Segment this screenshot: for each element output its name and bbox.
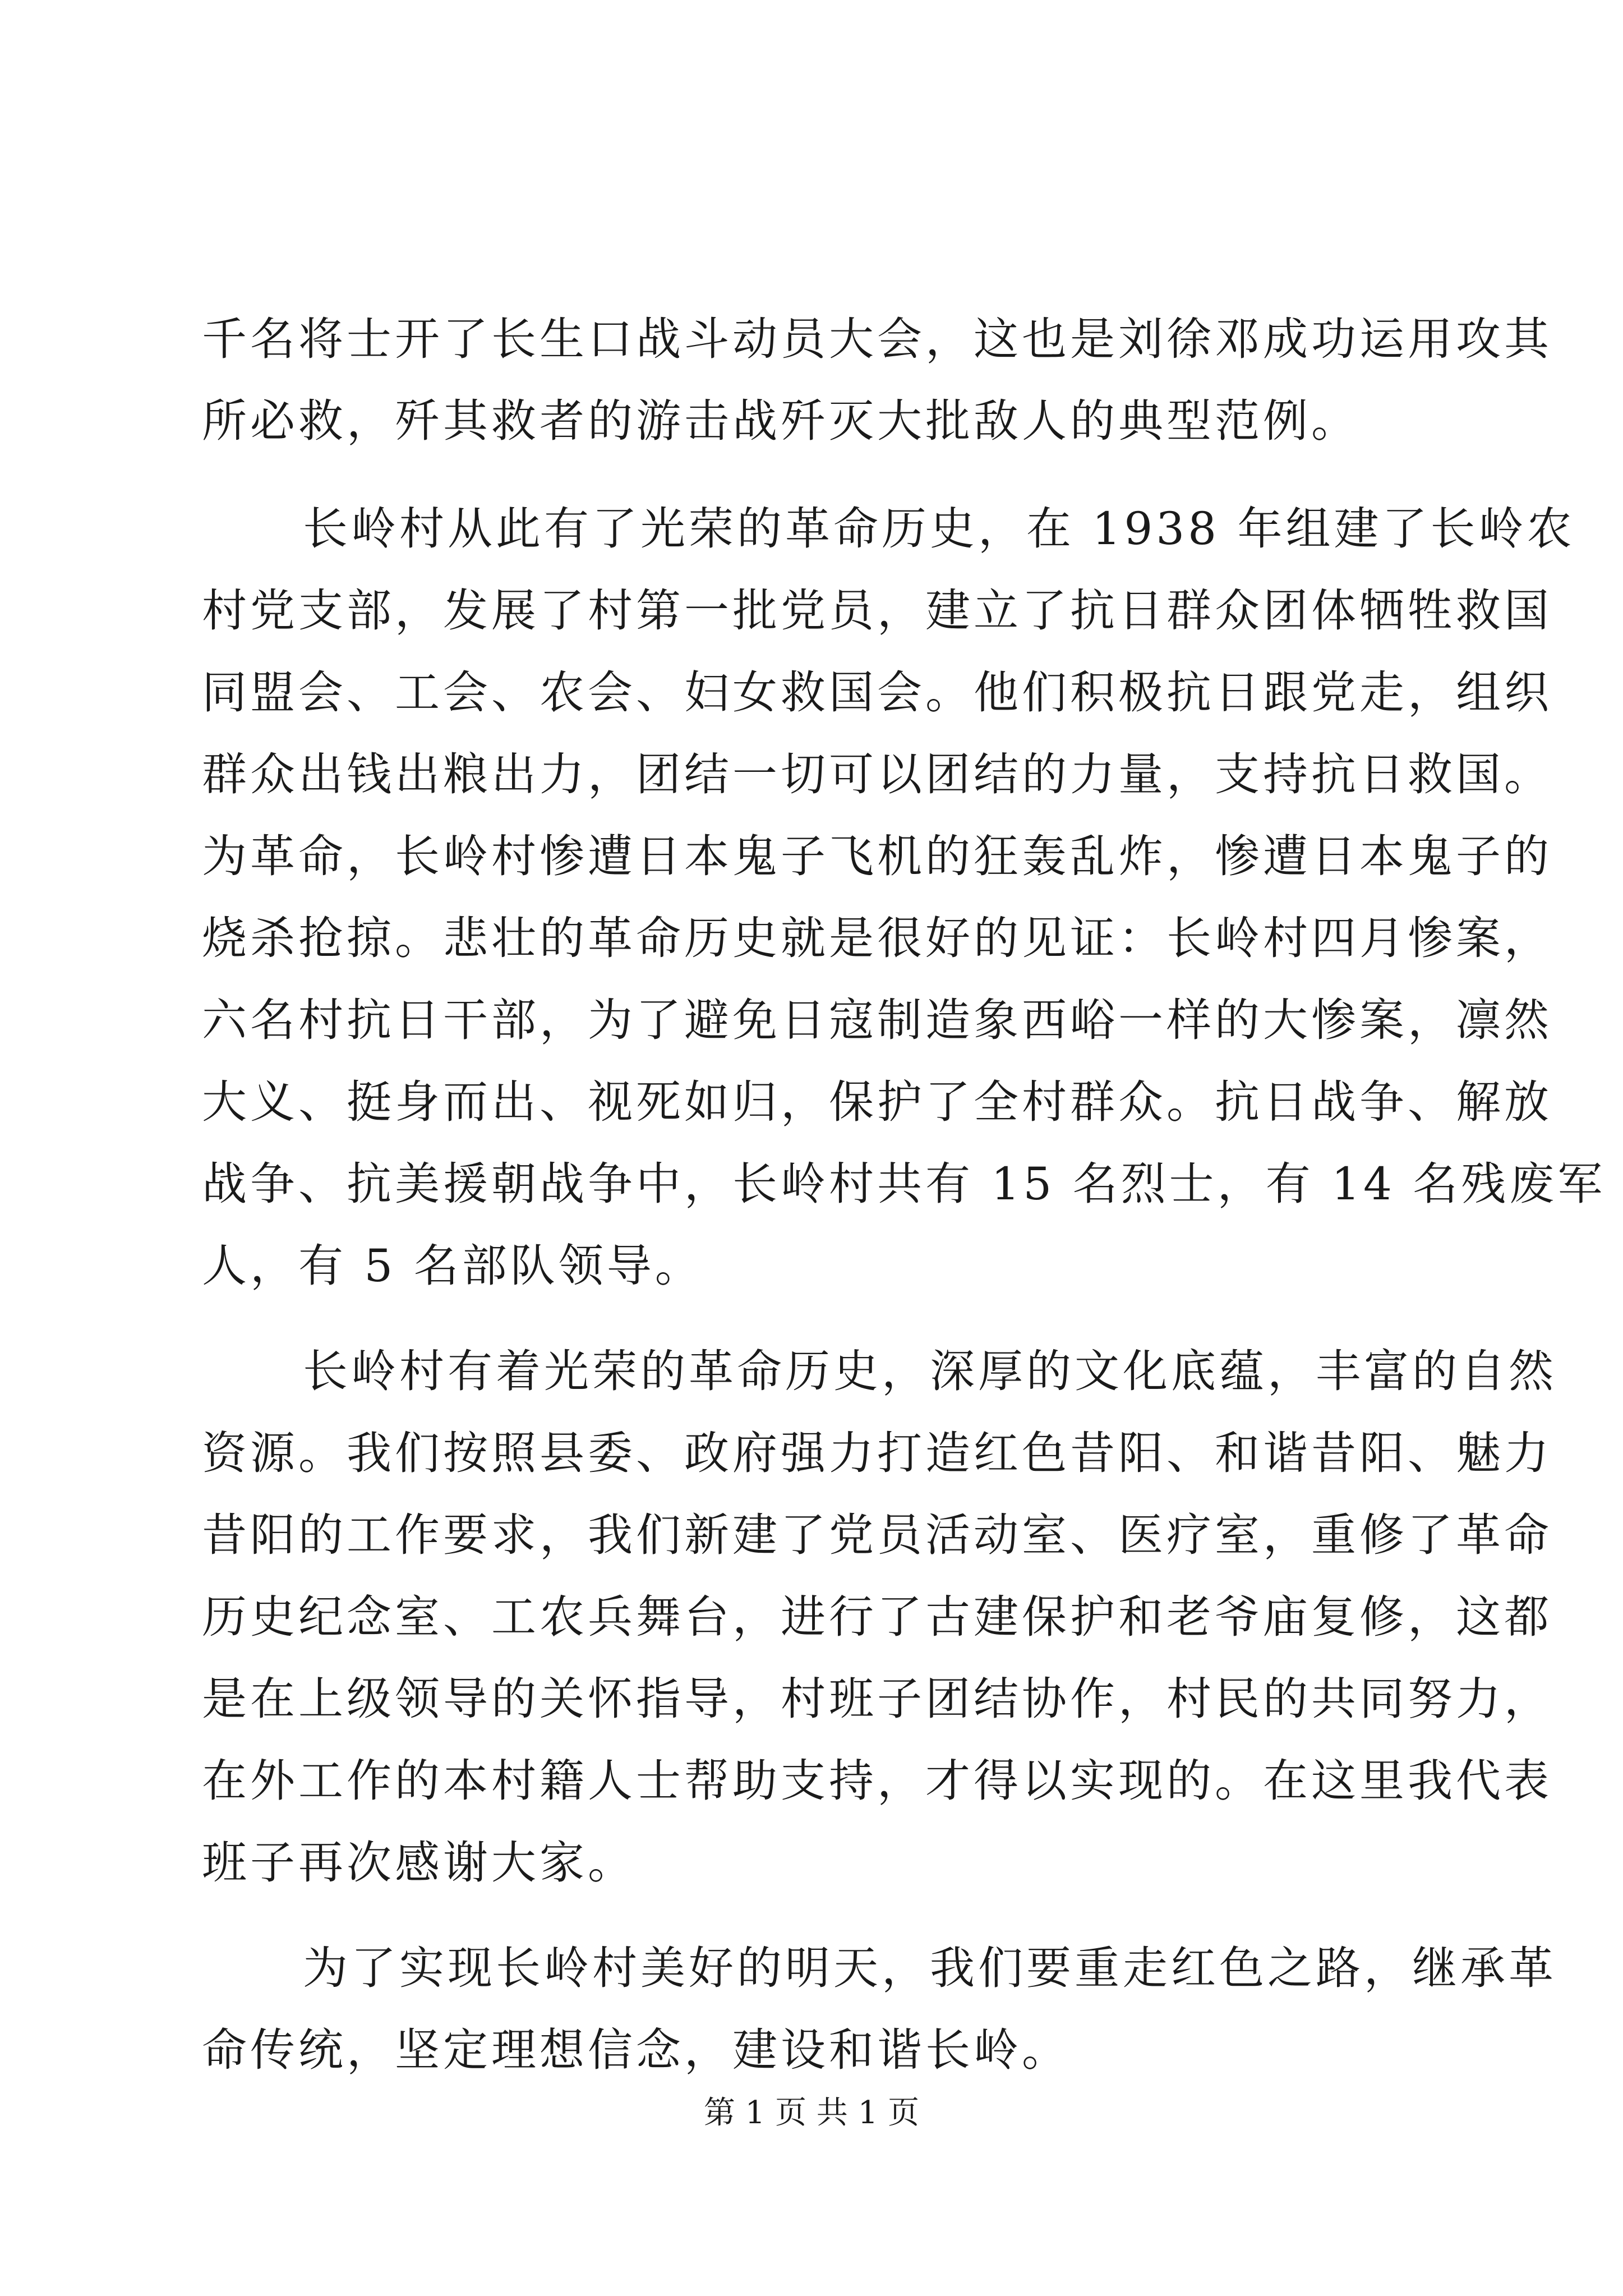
paragraph-first-line: 长岭村有着光荣的革命历史，深厚的文化底蕴，丰富的自然 [303,1345,1557,1397]
text-line: 命传统，坚定理想信念，建设和谐长岭。 [202,2024,1070,2076]
text-line: 历史纪念室、工农兵舞台，进行了古建保护和老爷庙复修，这都 [202,1591,1552,1643]
page-footer: 第 1 页 共 1 页 [703,2095,920,2131]
paragraph-first-line: 为了实现长岭村美好的明天，我们要重走红色之路，继承革 [303,1942,1557,1994]
text-line: 同盟会、工会、农会、妇女救国会。他们积极抗日跟党走，组织 [202,666,1552,719]
text-line: 烧杀抢掠。悲壮的革命历史就是很好的见证：长岭村四月惨案， [202,912,1552,964]
text-line: 六名村抗日干部，为了避免日寇制造象西峪一样的大惨案，凛然 [202,994,1552,1046]
text-line: 所必救，歼其救者的游击战歼灭大批敌人的典型范例。 [202,395,1359,447]
text-line: 在外工作的本村籍人士帮助支持，才得以实现的。在这里我代表 [202,1755,1552,1807]
text-line: 大义、挺身而出、视死如归，保护了全村群众。抗日战争、解放 [202,1076,1552,1128]
text-line: 千名将士开了长生口战斗动员大会，这也是刘徐邓成功运用攻其 [202,313,1552,365]
text-line: 村党支部，发展了村第一批党员，建立了抗日群众团体牺牲救国 [202,585,1552,637]
text-line: 战争、抗美援朝战争中，长岭村共有 15 名烈士，有 14 名残废军 [202,1158,1606,1210]
text-line: 群众出钱出粮出力，团结一切可以团结的力量，支持抗日救国。 [202,748,1552,800]
text-line: 是在上级领导的关怀指导，村班子团结协作，村民的共同努力， [202,1673,1552,1725]
text-line: 班子再次感谢大家。 [202,1837,636,1889]
text-line: 昔阳的工作要求，我们新建了党员活动室、医疗室，重修了革命 [202,1509,1552,1561]
text-line: 资源。我们按照县委、政府强力打造红色昔阳、和谐昔阳、魅力 [202,1427,1552,1479]
text-line: 人，有 5 名部队领导。 [202,1240,703,1292]
paragraph-first-line: 长岭村从此有了光荣的革命历史，在 1938 年组建了长岭农 [303,503,1575,555]
text-line: 为革命，长岭村惨遭日本鬼子飞机的狂轰乱炸，惨遭日本鬼子的 [202,830,1552,882]
